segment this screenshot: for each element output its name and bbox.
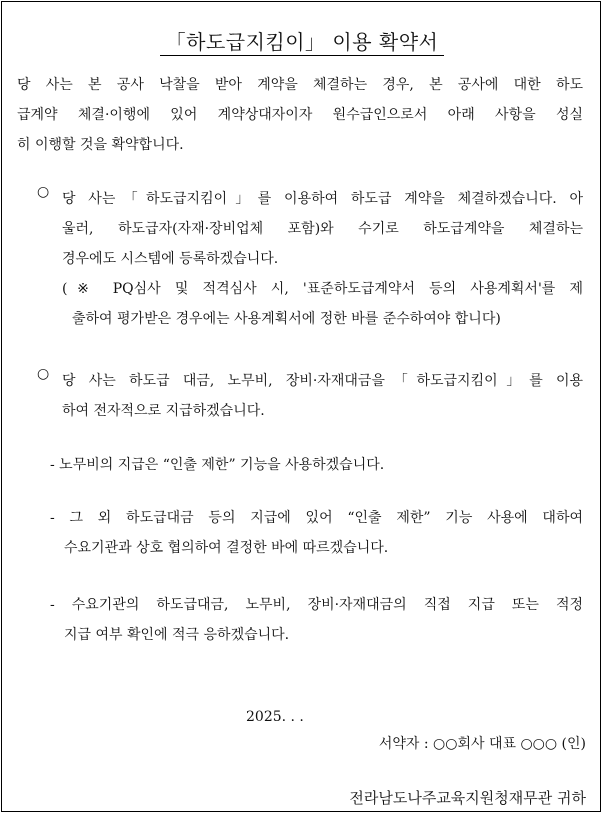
item1-note-line-1: (※ PQ심사 및 적격심사 시, '표준하도급계약서 등의 사용계획서'를 제 [62, 281, 583, 297]
item1-note-line-2: 출하여 평가받은 경우에는 사용계획서에 정한 바를 준수하여야 합니다) [72, 311, 501, 327]
dash-item-3-line-2: 지급 여부 확인에 적극 응하겠습니다. [64, 627, 290, 643]
intro-line-2: 급계약 체결·이행에 있어 계약상대자이자 원수급인으로서 아래 사항을 성실 [17, 107, 583, 123]
dash-item-1: - 노무비의 지급은 “인출 제한” 기능을 사용하겠습니다. [50, 457, 385, 473]
addressee: 전라남도나주교육지원청재무관 귀하 [349, 789, 586, 807]
item2-line-1: 당 사는 하도급 대금, 노무비, 장비·자재대금을「하도급지킴이」를 이용 [62, 373, 583, 389]
dash-item-2-line-2: 수요기관과 상호 협의하여 결정한 바에 따르겠습니다. [64, 540, 389, 556]
document-title: 「하도급지킴이」 이용 확약서 [0, 26, 604, 55]
item1-line-1: 당 사는「하도급지킴이」를 이용하여 하도급 계약을 체결하겠습니다. 아 [62, 191, 583, 207]
item2-line-2: 하여 전자적으로 지급하겠습니다. [62, 403, 265, 419]
bullet-circle-icon: ○ [37, 366, 50, 382]
bullet-circle-icon: ○ [37, 184, 50, 200]
date-line: 2025. . . [246, 709, 304, 725]
dash-item-2-line-1: - 그 외 하도급대금 등의 지급에 있어 “인출 제한” 기능 사용에 대하여 [50, 510, 583, 526]
dash-item-3-line-1: - 수요기관의 하도급대금, 노무비, 장비·자재대금의 직접 지급 또는 적정 [50, 597, 583, 613]
intro-line-3: 히 이행할 것을 확약합니다. [17, 137, 184, 153]
signature-line: 서약자 : ○○회사 대표 ○○○ (인) [378, 736, 586, 752]
item1-line-2: 울러, 하도급자(자재·장비업체 포함)와 수기로 하도급계약을 체결하는 [62, 221, 583, 237]
intro-line-1: 당 사는 본 공사 낙찰을 받아 계약을 체결하는 경우, 본 공사에 대한 하도 [17, 77, 583, 93]
item1-line-3: 경우에도 시스템에 등록하겠습니다. [62, 251, 279, 267]
